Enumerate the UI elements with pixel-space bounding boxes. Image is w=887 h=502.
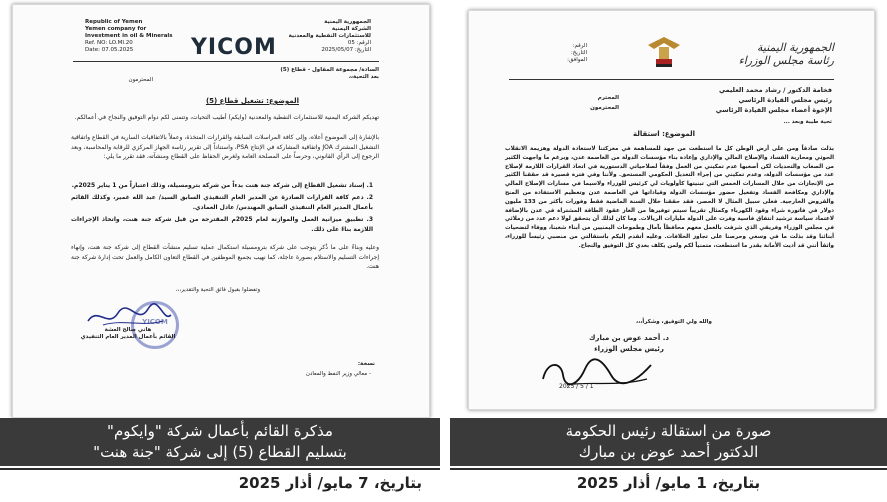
memo-closing-paragraph: وعليه وبناءً على ما ذُكر يتوجب على شركة بترومسيلة استكمال عملية تسليم منشآت القطاع إلى شركة جنة هنت، وإنهاء إجراءات التسليم والاستلام بصورة عاجلة، كما نهيب بجميع الموظفين في القطاع التعاون الكامل والعمل تحت إدارة شركة جنة هنت. (71, 244, 379, 270)
header-english (85, 19, 195, 54)
header-republic: الجمهورية اليمنية (756, 41, 834, 54)
addressee-block (602, 85, 832, 115)
header-ar-line: للاستثمارات النفطية والمعدنية (288, 33, 371, 39)
signature-date: 2025 / 5 / 1 (559, 383, 594, 390)
memo-list-item-3: 3. تطبيق ميزانية العمل والموازنة لعام 2025م المقترحة من قبل شركة جنة هنت، واتخاذ الإجراءات اللازمة بناءً على ذلك. (71, 216, 373, 233)
memo-list-item-2: 2. دعم كافة القرارات الصادرة عن المدير العام التنفيذي السابق السيد/ عبد الله غمير، وكذلك القائم بأعمال المدير العام التنفيذي السابق المهندس/ عادل العمادي. (71, 194, 373, 211)
honorific-2: المحترمون (590, 105, 619, 111)
ref-number: Ref. NO: LO.MI.20 (85, 40, 133, 46)
memo-paragraph-1: تهديكم الشركة اليمنية للاستثمارات النفطية والمعدنية (وايكم) أطيب التحيات، وتتمنى لكم دوام التوفيق والنجاح في أعمالكم. (74, 114, 379, 121)
right-date-bar (450, 468, 887, 502)
ref-date-ar: التاريخ: 2025/05/07 (321, 47, 371, 53)
signatory-title: رئيس مجلس الوزراء (594, 345, 664, 353)
header-divider (509, 79, 834, 80)
memo-list-item-1: 1. إسناد تشغيل القطاع إلى شركة جنة هنت بدءاً من شركة بترومسيلة، وذلك اعتباراً من 1 يناير 2025م. (71, 182, 373, 189)
letter-subject: الموضوع: استقالة (633, 130, 695, 138)
left-caption-date: بتاريخ، 7 مايو/ أذار 2025 (238, 474, 422, 492)
greeting-line: بعد التحية،، (348, 74, 379, 80)
addressee-name: فخامة الدكتور / رشاد محمد العليمي (718, 86, 832, 94)
letter-body: بذلت صادقاً ومن على أرض الوطن كل ما استطعت من جهد للمساهمة في معركتنا لاستعادة الدولة وهزيمة الانقلاب الحوثي ومحاربة الفساد والإصلاح المالي والإداري وإعادة بناء مؤسسات الدولة من العاصمة عدن، وبرغم ما واجهت الكثير من الصعاب والتحديات لكن أصعبها عدم تمكيني من العمل وفقاً لصلاحياتي الدستورية في اتخاذ القرارات اللازمة لإصلاح عدد من مؤسسات الدولة، وعدم تمكيني من إجراء التعديل الحكومي المستحق. ولأننا وفي فترة قصيرة قد حققنا الكثير من الإنجازات من خلال المسارات الخمس التي تبنيتها كأولويات لي كرئيس للوزراء ولاسيما في مسارات الإصلاح المالي والإداري ومكافحة الفساد وتفعيل حضور مؤسسات الدولة وقياداتها في العاصمة عدن وتعظيم الاستفادة من المنح والقروض الخارجية. فعلى سبيل المثال لا الحصر، فقد حققنا خلال السنة الماضية فقط وفورات بأكثر من 133 مليون دولار في فاتورة شراء وقود الكهرباء وكمثال تقريباً سيتم توفيرها من الغاز عقود الطاقة المشتراة في عدن بالإضافة لاعتماد سياسة ترشيد انتفاق فاسية وفرت على الدولة مليارات الريالات. وما كان لذلك أن يتحقق لولا دعم عدد من زملائي في مجلس الوزراء وفريقي الذي شرفت بالعمل معهم محافظاً بآمال وطموحات اليمنيين من أبناء شعبنا، ووفاء لتضحيات أبنائنا وقد بذلت ما في وسعي وحرصنا على تجاوز الخلافات. وعليه أتقدم إليكم باستقالتي من منصبي رئيساً للوزراء، واثقاً أنني قد أديت الأمانة بقدر ما استطعت، متمنياً لكم ولمن يكلف بعدي كل التوفيق والنجاح. (505, 146, 834, 249)
cc-label: نسخة: (357, 361, 375, 367)
letter-closing: والله ولي التوفيق، وشكراً،،، (636, 319, 712, 325)
header-en-line: Republic of Yemen (85, 19, 143, 25)
addressee-title: رئيس مجلس القيادة الرئاسي (738, 96, 832, 104)
government-header (734, 41, 834, 67)
header-cabinet: رئاسة مجلس الوزراء (738, 54, 834, 67)
resignation-letter-document (468, 10, 875, 410)
memo-regards: وتفضلوا بقبول فائق التحية والتقدير،،، (175, 287, 261, 293)
right-caption-line-1: صورة من استقالة رئيس الحكومة (565, 422, 772, 440)
memo-subject: الموضوع: تشغيل قطاع (5) (205, 97, 299, 105)
letter-greeting: تحية طيبة وبعد ... (783, 119, 832, 125)
left-caption-line-2: بتسليم القطاع (5) إلى شركة "جنة هنت" (93, 443, 347, 461)
honorific-1: المحترم (597, 95, 619, 101)
ref-labels (547, 43, 587, 64)
right-panel (450, 0, 887, 500)
signatory-block (73, 327, 183, 341)
header-ar-line: الشركة اليمنية (331, 26, 371, 32)
ref-label-date: التاريخ: (570, 50, 587, 56)
left-caption-line-1: مذكرة القائم بأعمال شركة "وايكوم" (107, 422, 333, 440)
ref-date: Date: 07.05.2025 (85, 47, 134, 53)
left-caption (0, 418, 440, 466)
ref-label-corresponding: الموافق: (567, 57, 587, 63)
salutation: المحترمون (128, 77, 153, 83)
cc-line: - معالي وزير النفط والمعادن (305, 371, 371, 377)
signatory-block (569, 333, 689, 355)
yemen-emblem-icon (644, 31, 684, 71)
stamp-label: YICOM (142, 318, 168, 326)
header-arabic (261, 19, 371, 54)
left-date-bar (0, 468, 440, 502)
addressee-block (179, 67, 379, 81)
yicom-logo: YICOM (191, 35, 277, 60)
header-ar-line: الجمهورية اليمنية (324, 19, 371, 25)
yicom-memo-document (12, 4, 430, 418)
header-divider (73, 61, 379, 62)
addressee-members: الإخوة أعضاء مجلس القيادة الرئاسي (715, 106, 832, 114)
memo-paragraph-2: بالإشارة إلى الموضوع أعلاه، وإلى كافة المراسلات السابقة والقرارات المتخذة، وعملاً بالاتفاقيات السارية في القطاع واتفاقية التشغيل المشترك JOA واتفاقية المشاركة في الإنتاج PSA، واستناداً إلى تقرير رئاسة الجهاز المركزي للرقابة والمحاسبة، وبعد الرجوع إلى الرأي القانوني، وحرصاً على المصلحة العامة ولغرض الحفاظ على القطاع ومنشآته، فقد تقرر ما يلي: (71, 134, 380, 160)
right-caption (450, 418, 887, 466)
ref-number-ar: الرقم: 05 (347, 40, 371, 46)
right-caption-date: بتاريخ، 1 مايو/ أذار 2025 (576, 474, 761, 492)
addressee-line: السادة/ مجموعة المقاول - قطاع (5) (280, 67, 379, 73)
signatory-name: د. أحمد عوض بن مبارك (589, 334, 669, 342)
ref-label-number: الرقم: (572, 43, 587, 49)
signatory-title: القائم بأعمال المدير العام التنفيذي (80, 334, 176, 340)
header-en-line: Investment in oil & Minerals (85, 33, 173, 39)
left-panel (0, 0, 440, 500)
header-en-line: Yemen company for (85, 26, 147, 32)
right-caption-line-2: الدكتور أحمد عوض بن مبارك (578, 443, 759, 461)
signatory-name: هاني صالح العشة (104, 327, 152, 333)
